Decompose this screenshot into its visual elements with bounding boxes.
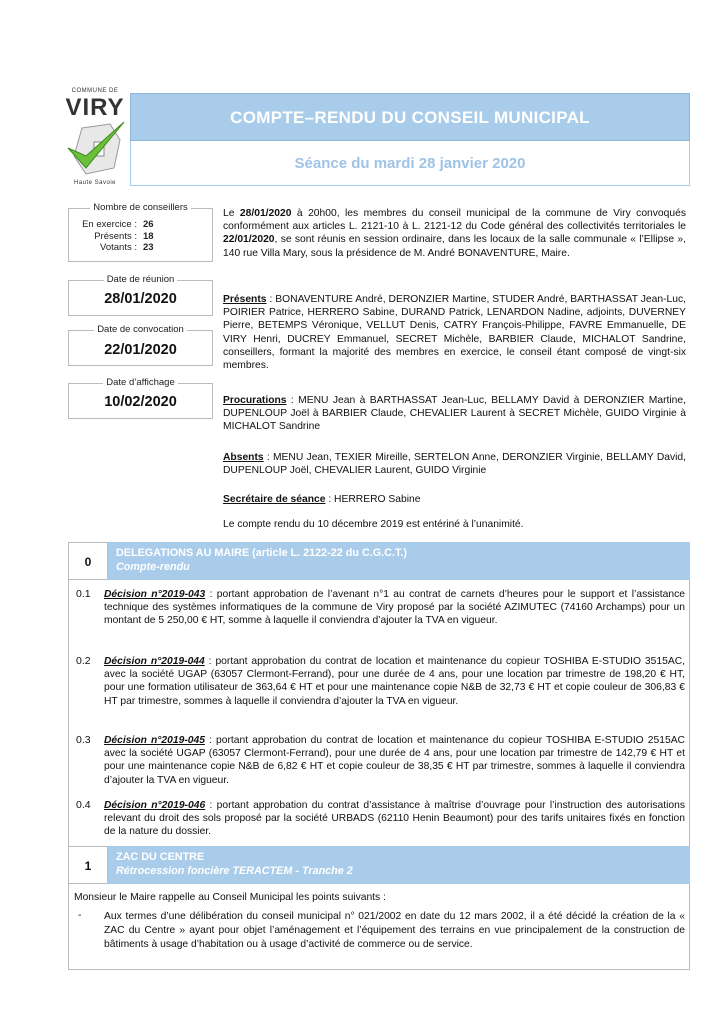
decision-item: Décision n°2019-043 : portant approbation de l’avenant n°1 au contrat de carnets d’heures pour le support et l’assistance technique des systèmes informatiques de la commune de Viry proposé par la société AZIMUTEC (74160 Archamps) pour un montant de 5 250,00 € HT, somme à laquelle il conviendra d’ajouter la TVA en vigueur.: [104, 589, 685, 627]
decision-ref: Décision n°2019-043: [104, 589, 206, 600]
counselors-title: Nombre de conseillers: [68, 202, 213, 213]
page-title: COMPTE–RENDU DU CONSEIL MUNICIPAL: [230, 108, 590, 127]
logo-name: VIRY: [65, 94, 125, 121]
decision-number: 0.2: [76, 655, 91, 667]
page-title-box: [130, 93, 690, 141]
section-title: ZAC DU CENTRE: [116, 851, 205, 863]
session-date: Séance du mardi 28 janvier 2020: [294, 155, 526, 172]
secretary-label: Secrétaire de séance: [223, 494, 326, 505]
absent-paragraph: Absents : MENU Jean, TEXIER Mireille, SERTELON Anne, DERONZIER Virginie, BELLAMY David, DUPENLOUP Joël, CHEVALIER Laurent, GUIDO Virginie: [223, 452, 686, 477]
decision-number: 0.4: [76, 799, 91, 811]
convocation-date-label: Date de convocation: [68, 324, 213, 335]
section-title: DELEGATIONS AU MAIRE (article L. 2122-22 du C.G.C.T.): [116, 547, 407, 559]
section-title-bar: [108, 542, 690, 580]
convocation-date: 22/01/2020: [104, 342, 177, 358]
secretary-paragraph: Secrétaire de séance : HERRERO Sabine: [223, 494, 421, 505]
decision-ref: Décision n°2019-045: [104, 735, 205, 746]
meeting-date: 28/01/2020: [104, 291, 177, 307]
section-0-header: [68, 542, 690, 580]
intro-paragraph: Le 28/01/2020 à 20h00, les membres du conseil municipal de la commune de Viry convoqués conformément aux articles L. 2121-10 à L. 2121-12 du Code général des collectivités territoriales le 22/01/2020, se sont réunis en session ordinaire, dans les locaux de la salle communale « l’Ellipse », 140 rue Villa Mary, sous la présidence de M. André BONAVENTURE, Maire.: [223, 208, 686, 259]
logo-top-text: COMMUNE DE: [71, 88, 119, 94]
minutes-paragraph: Le compte rendu du 10 décembre 2019 est entériné à l’unanimité.: [223, 519, 524, 530]
section-number: 1: [68, 846, 108, 884]
count-value: 18: [143, 230, 154, 242]
decision-item: Décision n°2019-046 : portant approbation du contrat d’assistance à maîtrise d’ouvrage pour l’instruction des autorisations relevant du droit des sols proposé par la société URBADS (62110 Henin Beaumont) pour des tarifs unitaires fixés en fonction de la nature du dossier.: [104, 800, 685, 838]
proxies-label: Procurations: [223, 395, 287, 406]
count-label: Votants :: [100, 242, 137, 253]
absent-label: Absents: [223, 452, 264, 463]
count-value: 26: [143, 219, 154, 230]
meeting-date-label: Date de réunion: [68, 274, 213, 285]
proxies-paragraph: Procurations : MENU Jean à BARTHASSAT Jean-Luc, BELLAMY David à DERONZIER Martine, DUPENLOUP Joël à BARBIER Claude, CHEVALIER Laurent à SECRET Michèle, GUIDO Virginie à MICHALOT Sandrine: [223, 395, 686, 433]
checkmark-map-icon: [64, 118, 126, 180]
present-label: Présents: [223, 294, 267, 305]
section-1-header: [68, 846, 690, 884]
count-value: 23: [143, 242, 154, 253]
session-box: [130, 141, 690, 186]
decision-ref: Décision n°2019-046: [104, 800, 206, 811]
posting-date: 10/02/2020: [104, 394, 177, 410]
present-paragraph: Présents : BONAVENTURE André, DERONZIER Martine, STUDER André, BARTHASSAT Jean-Luc, POIRIER Patrice, HERRERO Sabine, DURAND Patrick, LENARDON Nadine, adjoints, DUVERNEY Pierre, BETEMPS Véronique, VELLUT Denis, CATRY François-Philippe, FAVRE Emmanuelle, DE VIRY Henri, DUCREY Emmanuel, SECRET Michèle, BARBIER Claude, MICHALOT Sandrine, conseillers, formant la majorité des membres en exercice, le conseil étant composé de vingt-six membres.: [223, 294, 686, 372]
logo-bottom-text: Haute Savoie: [73, 180, 117, 186]
bullet-dash: -: [78, 910, 82, 921]
decision-number: 0.1: [76, 588, 91, 600]
decision-item: Décision n°2019-044 : portant approbation du contrat de location et maintenance du copieur TOSHIBA E-STUDIO 3515AC, avec la société UGAP (63057 Clermont-Ferrand), pour une durée de 4 ans, pour une location par trimestre de 198,20 € HT, pour une formation utilisateur de 363,64 € HT et pour une maintenance copie N&B de 32,73 € HT et copie couleur de 306,83 € HT par trimestre, sommes à laquelle il conviendra d’ajouter la TVA en vigueur.: [104, 656, 686, 707]
section-subtitle: Rétrocession foncière TERACTEM - Tranche 2: [116, 865, 353, 877]
section-1-point: Aux termes d’une délibération du conseil municipal n° 021/2002 en date du 12 mars 2002, il a été décidé la création de la « ZAC du Centre » ayant pour objet l’aménagement et l’équipement des terrains en vue principalement de la construction de bâtiments à usage d’habitation ou à usage d’activité de commerce ou de service.: [104, 911, 685, 950]
decision-ref: Décision n°2019-044: [104, 656, 205, 667]
count-label: En exercice :: [82, 219, 137, 230]
section-1-intro: Monsieur le Maire rappelle au Conseil Municipal les points suivants :: [74, 892, 386, 903]
section-number: 0: [68, 542, 108, 580]
decision-number: 0.3: [76, 734, 91, 746]
decision-item: Décision n°2019-045 : portant approbation du contrat de location et maintenance du copieur TOSHIBA E-STUDIO 2515AC avec la société UGAP (63057 Clermont-Ferrand), pour une durée de 4 ans, pour une location par trimestre de 142,79 € HT et pour une maintenance copie N&B de 6,82 € HT et copie couleur de 38,35 € HT par trimestre, sommes à laquelle il conviendra d’ajouter la TVA en vigueur.: [104, 735, 685, 786]
viry-logo: [62, 88, 128, 190]
section-subtitle: Compte-rendu: [116, 561, 190, 573]
counselor-counts: [75, 219, 159, 254]
section-title-bar: [108, 846, 690, 884]
posting-date-label: Date d’affichage: [68, 377, 213, 388]
count-label: Présents :: [94, 230, 137, 242]
